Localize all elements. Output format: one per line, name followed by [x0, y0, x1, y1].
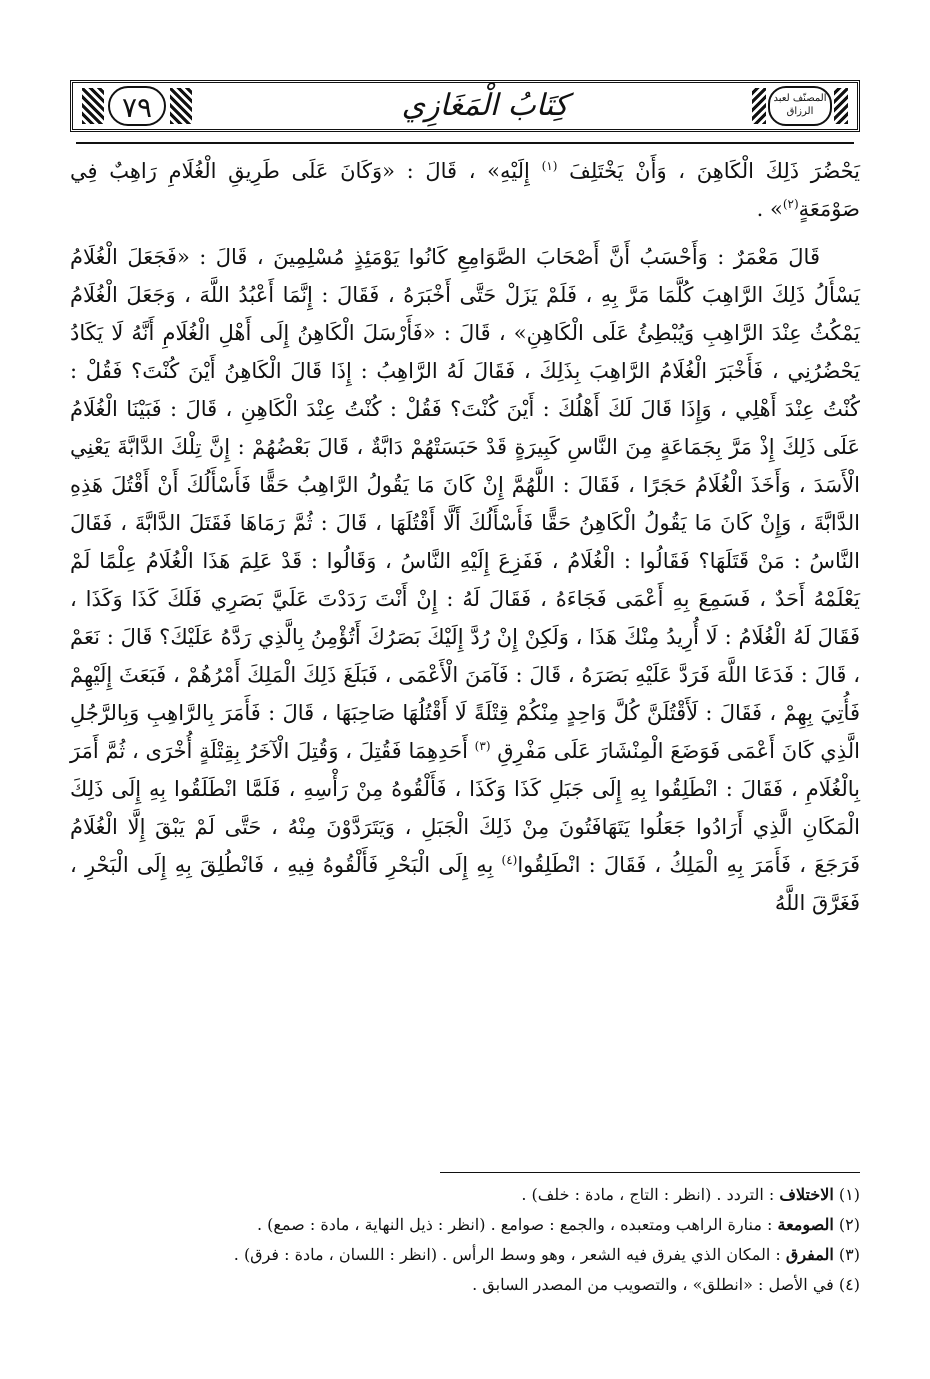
book-logo: المصنّف لعبد الرزاق: [768, 86, 832, 126]
text-run: » .: [756, 197, 783, 221]
footnote-1: [70, 1180, 860, 1210]
ornament-icon: [834, 88, 848, 124]
text-run: قَالَ مَعْمَرٌ : وَأَحْسَبُ أَنَّ أَصْحَابَ الصَّوَامِعِ كَانُوا يَوْمَئِذٍ مُسْلِمِينَ ، قَالَ : «فَجَعَلَ الْغُلَامُ يَسْأَلُ ذَلِكَ الرَّاهِبَ كُلَّمَا مَرَّ بِهِ ، فَلَمْ يَزَلْ حَتَّى أَخْبَرَهُ ، فَقَالَ : إِنَّمَا أَعْبُدُ اللَّهَ ، وَجَعَلَ الْغُلَامُ يَمْكُثُ عِنْدَ الرَّاهِبِ وَيُبْطِئُ عَلَى الْكَاهِنِ» ، قَالَ : «فَأَرْسَلَ الْكَاهِنُ إِلَى أَهْلِ الْغُلَامِ أَنَّهُ لَا يَكَادُ يَحْضُرُنِي ، فَأَخْبَرَ الْغُلَامُ الرَّاهِبَ بِذَلِكَ ، فَقَالَ لَهُ الرَّاهِبُ : إِذَا قَالَ الْكَاهِنُ أَيْنَ كُنْتَ؟ فَقُلْ : كُنْتُ عِنْدَ أَهْلِي ، وَإِذَا قَالَ لَكَ أَهْلُكَ : أَيْنَ كُنْتَ؟ فَقُلْ : كُنْتُ عِنْدَ الْكَاهِنِ ، قَالَ : فَبَيْنَا الْغُلَامُ عَلَى ذَلِكَ إِذْ مَرَّ بِجَمَاعَةٍ مِنَ النَّاسِ كَبِيرَةٍ قَدْ حَبَسَتْهُمْ دَابَّةٌ ، قَالَ بَعْضُهُمْ : إِنَّ تِلْكَ الدَّابَّةَ يَعْنِي الْأَسَدَ ، وَأَخَذَ الْغُلَامُ حَجَرًا ، فَقَالَ : اللَّهُمَّ إِنْ كَانَ مَا يَقُولُ الرَّاهِبُ حَقًّا فَأَسْأَلُكَ أَنْ أَقْتُلَ هَذِهِ الدَّابَّةَ ، وَإِنْ كَانَ مَا يَقُولُ الْكَاهِنُ حَقًّا فَأَسْأَلُكَ أَلَّا أَقْتُلَهَا ، قَالَ : ثُمَّ رَمَاهَا فَقَتَلَ الدَّابَّةَ ، فَقَالَ النَّاسُ : مَنْ قَتَلَهَا؟ فَقَالُوا : الْغُلَامُ ، فَفَزِعَ إِلَيْهِ النَّاسُ ، وَقَالُوا : قَدْ عَلِمَ هَذَا الْغُلَامُ عِلْمًا لَمْ يَعْلَمْهُ أَحَدٌ ، فَسَمِعَ بِهِ أَعْمَى فَجَاءَهُ ، فَقَالَ لَهُ : إِنْ أَنْتَ رَدَدْتَ عَلَيَّ بَصَرِي فَلَكَ كَذَا وَكَذَا ، فَقَالَ لَهُ الْغُلَامُ : لَا أُرِيدُ مِنْكَ هَذَا ، وَلَكِنْ إِنْ رُدَّ إِلَيْكَ بَصَرُكَ أَتُؤْمِنُ بِالَّذِي رَدَّهُ عَلَيْكَ؟ قَالَ : نَعَمْ ، قَالَ : فَدَعَا اللَّهَ فَرَدَّ عَلَيْهِ بَصَرَهُ ، قَالَ : فَآمَنَ الْأَعْمَى ، فَبَلَغَ ذَلِكَ الْمَلِكَ أَمْرُهُمْ ، فَبَعَثَ إِلَيْهِمْ فَأُتِيَ بِهِمْ ، فَقَالَ : لَأَقْتُلَنَّ كُلَّ وَاحِدٍ مِنْكُمْ قِتْلَةً لَا أَقْتُلُهَا صَاحِبَهَا ، قَالَ : فَأَمَرَ بِالرَّاهِبِ وَبِالرَّجُلِ الَّذِي كَانَ أَعْمَى فَوَضَعَ الْمِنْشَارَ عَلَى مَفْرِقِ: [70, 245, 860, 763]
page-number: ٧٩: [108, 86, 166, 126]
footnote-text: في الأصل : «انطلق» ، والتصويب من المصدر السابق .: [472, 1275, 834, 1294]
paragraph: [70, 238, 860, 922]
footnote-term: الاختلاف: [779, 1185, 834, 1204]
footnote-number: (٢): [838, 1215, 860, 1234]
text-run: بِهِ إِلَى الْبَحْرِ فَأَلْقُوهُ فِيهِ ، فَانْطُلِقَ بِهِ إِلَى الْبَحْرِ ، فَغَرَّقَ اللَّهُ: [70, 853, 860, 915]
footnote-text: : التردد . (انظر : التاج ، مادة : خلف) .: [521, 1185, 775, 1204]
footnote-4: [70, 1270, 860, 1300]
ornament-icon: [82, 88, 104, 124]
footnote-term: المفرق: [785, 1245, 834, 1264]
footnote-ref[interactable]: (١): [541, 159, 558, 173]
footnotes: [70, 1180, 860, 1300]
footnote-text: : المكان الذي يفرق فيه الشعر ، وهو وسط الرأس . (انظر : اللسان ، مادة : فرق) .: [233, 1245, 781, 1264]
footnote-number: (٣): [838, 1245, 860, 1264]
footnote-number: (١): [838, 1185, 860, 1204]
page-number-box: [82, 86, 192, 126]
footnote-text: : منارة الراهب ومتعبده ، والجمع : صوامع . (انظر : ذيل النهاية ، مادة : صمع) .: [257, 1215, 773, 1234]
text-run: إِلَيْهِ» ، قَالَ : «وَكَانَ عَلَى طَرِيقِ الْغُلَامِ رَاهِبٌ فِي صَوْمَعَةٍ: [70, 159, 860, 221]
footnote-ref[interactable]: (٢): [782, 197, 799, 211]
footnote-number: (٤): [838, 1275, 860, 1294]
ornament-icon: [170, 88, 192, 124]
footnote-rule: [440, 1172, 860, 1173]
footnote-ref[interactable]: (٤): [501, 853, 518, 867]
logo-box: [752, 86, 848, 126]
footnote-term: الصومعة: [777, 1215, 834, 1234]
text-run: أَحَدِهِمَا فَقُتِلَ ، وَقُتِلَ الْآخَرُ بِقِتْلَةٍ أُخْرَى ، ثُمَّ أَمَرَ بِالْغُلَامِ ، فَقَالَ : انْطَلِقُوا بِهِ إِلَى جَبَلِ كَذَا وَكَذَا ، فَأَلْقُوهُ مِنْ رَأْسِهِ ، فَلَمَّا انْطَلَقُوا بِهِ إِلَى ذَلِكَ الْمَكَانِ الَّذِي أَرَادُوا جَعَلُوا يَتَهَافَتُونَ مِنْ ذَلِكَ الْجَبَلِ ، وَيَتَرَدَّوْنَ مِنْهُ ، حَتَّى لَمْ يَبْقَ إِلَّا الْغُلَامُ فَرَجَعَ ، فَأَمَرَ بِهِ الْمَلِكُ ، فَقَالَ : انْطَلِقُوا: [70, 739, 861, 877]
running-title: كِتَابُ الْمَغَازِي: [401, 88, 569, 123]
header-rule: [76, 142, 854, 144]
footnote-2: [70, 1210, 860, 1240]
page-header: [70, 80, 860, 132]
footnote-ref[interactable]: (٣): [474, 739, 491, 753]
main-text: [70, 152, 860, 932]
footnote-3: [70, 1240, 860, 1270]
text-run: يَحْضُرَ ذَلِكَ الْكَاهِنَ ، وَأَنْ يَخْتَلِفَ: [569, 159, 860, 183]
paragraph: [70, 152, 860, 228]
ornament-icon: [752, 88, 766, 124]
